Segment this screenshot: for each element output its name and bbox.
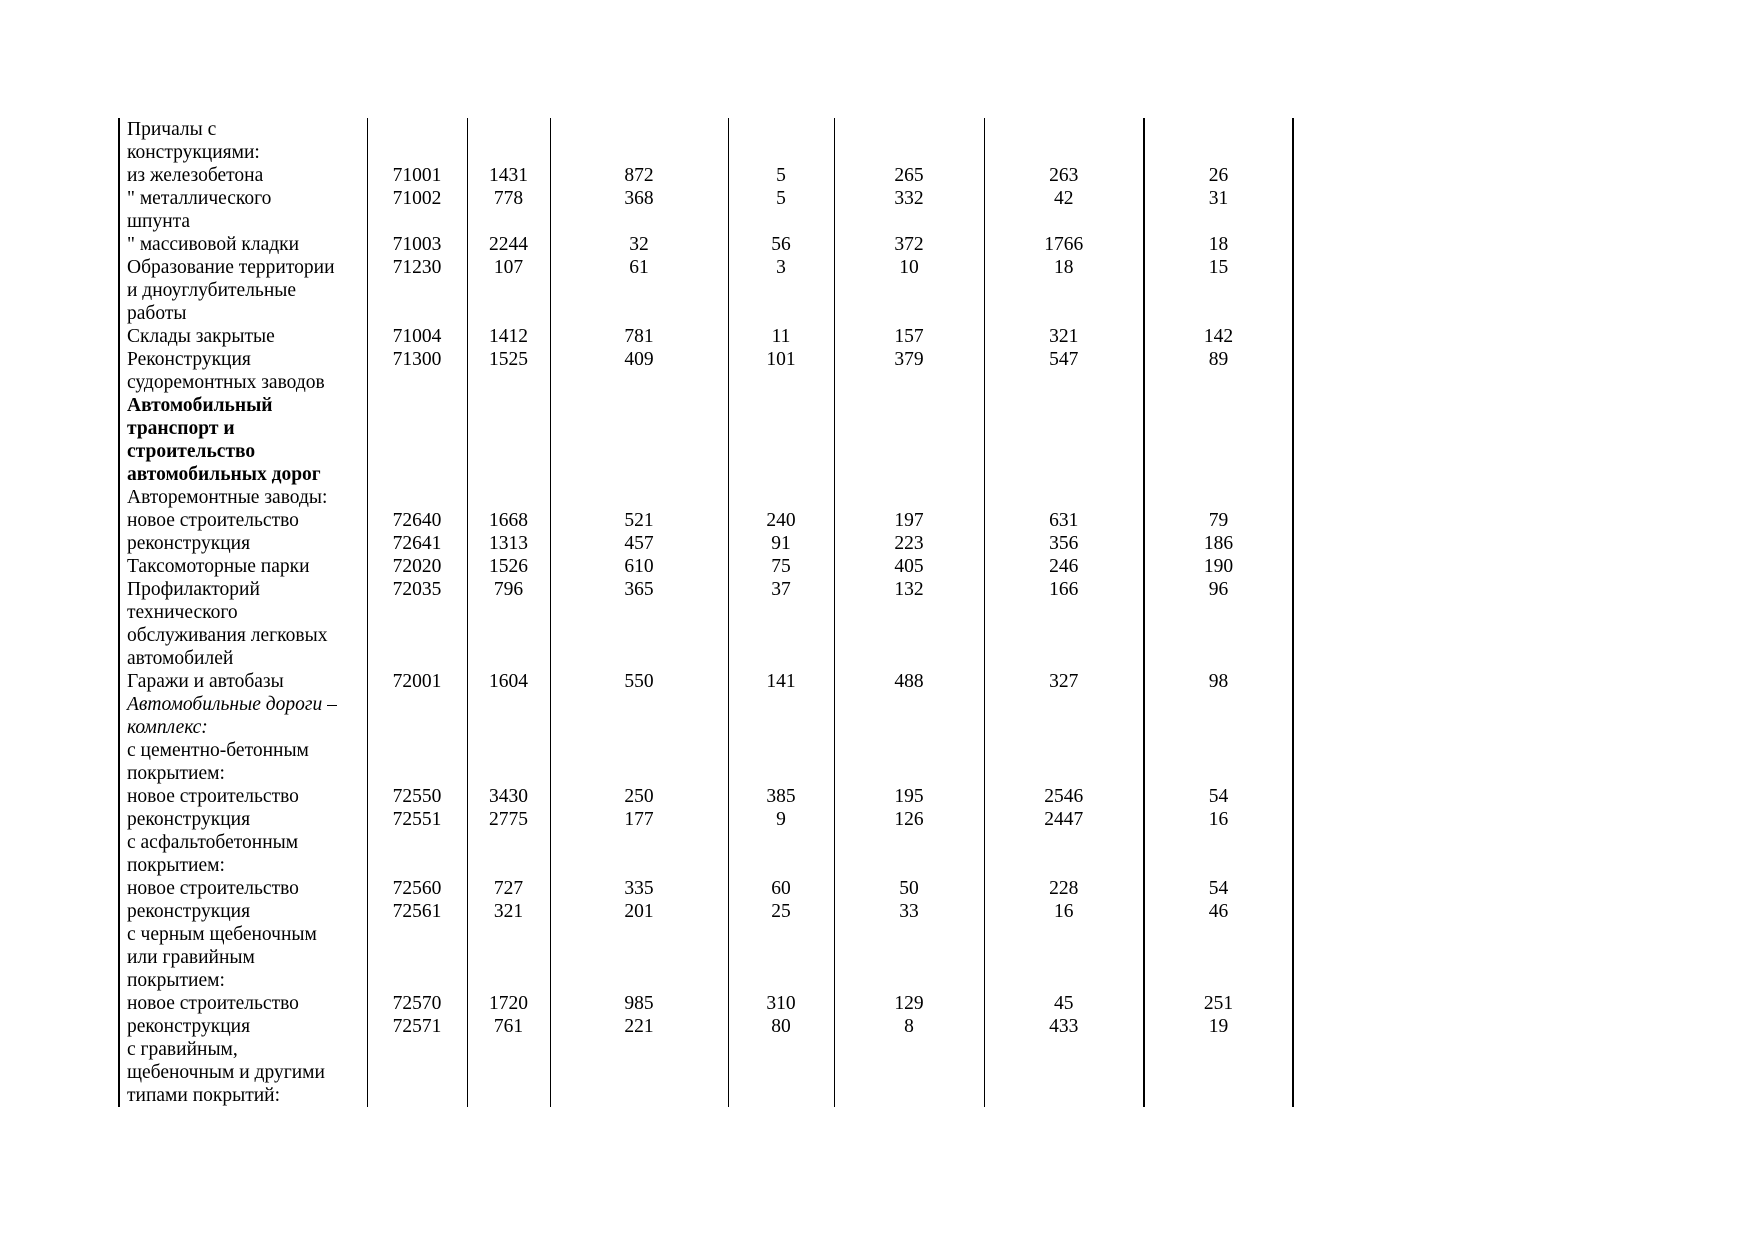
value-cell: 872 xyxy=(550,164,728,187)
value-cell xyxy=(1144,1038,1293,1107)
value-cell xyxy=(367,693,467,739)
value-cell: 98 xyxy=(1144,670,1293,693)
row-label-line: технического xyxy=(127,602,238,623)
table-row xyxy=(119,394,1293,486)
value-cell xyxy=(367,394,467,486)
value-cell xyxy=(984,118,1144,164)
value-cell xyxy=(1144,394,1293,486)
value-cell xyxy=(834,693,984,739)
value-cell: 142 xyxy=(1144,325,1293,348)
value-cell: 16 xyxy=(1144,808,1293,831)
value-cell: 365 xyxy=(550,578,728,670)
row-label-line: Авторемонтные заводы: xyxy=(127,487,328,508)
value-cell: 71001 xyxy=(367,164,467,187)
row-label xyxy=(119,785,367,808)
value-cell: 75 xyxy=(728,555,834,578)
row-label-line: с гравийным, xyxy=(127,1039,238,1060)
value-cell xyxy=(1144,118,1293,164)
value-cell: 221 xyxy=(550,1015,728,1038)
table-row xyxy=(119,187,1293,210)
row-label-line: покрытием: xyxy=(127,855,225,876)
value-cell xyxy=(367,923,467,992)
row-label xyxy=(119,233,367,256)
value-cell: 332 xyxy=(834,187,984,210)
row-label-line: из железобетона xyxy=(127,165,264,186)
table-row xyxy=(119,693,1293,739)
table-row xyxy=(119,923,1293,992)
value-cell: 46 xyxy=(1144,900,1293,923)
value-cell: 985 xyxy=(550,992,728,1015)
value-cell: 195 xyxy=(834,785,984,808)
value-cell: 19 xyxy=(1144,1015,1293,1038)
value-cell: 72640 xyxy=(367,509,467,532)
value-cell xyxy=(984,923,1144,992)
value-cell: 9 xyxy=(728,808,834,831)
value-cell: 89 xyxy=(1144,348,1293,394)
row-label-line: Автомобильный xyxy=(127,395,273,416)
value-cell: 31 xyxy=(1144,187,1293,210)
table-row xyxy=(119,486,1293,509)
value-cell: 1604 xyxy=(467,670,550,693)
value-cell: 409 xyxy=(550,348,728,394)
value-cell xyxy=(367,118,467,164)
table-row xyxy=(119,555,1293,578)
value-cell xyxy=(467,739,550,785)
value-cell xyxy=(467,1038,550,1107)
value-cell xyxy=(467,118,550,164)
value-cell: 1525 xyxy=(467,348,550,394)
value-cell: 5 xyxy=(728,187,834,210)
row-label-line: работы xyxy=(127,303,187,324)
value-cell: 18 xyxy=(984,256,1144,325)
value-cell: 265 xyxy=(834,164,984,187)
row-label-line: Причалы с xyxy=(127,119,217,140)
value-cell: 61 xyxy=(550,256,728,325)
value-cell: 240 xyxy=(728,509,834,532)
row-label-line: обслуживания легковых xyxy=(127,625,328,646)
value-cell: 72641 xyxy=(367,532,467,555)
row-label-line: типами покрытий: xyxy=(127,1085,281,1106)
value-cell xyxy=(834,486,984,509)
value-cell: 547 xyxy=(984,348,1144,394)
value-cell: 54 xyxy=(1144,877,1293,900)
table-row xyxy=(119,808,1293,831)
value-cell: 1431 xyxy=(467,164,550,187)
value-cell: 91 xyxy=(728,532,834,555)
value-cell: 796 xyxy=(467,578,550,670)
value-cell xyxy=(367,210,467,233)
value-cell: 72571 xyxy=(367,1015,467,1038)
table-row xyxy=(119,877,1293,900)
value-cell: 250 xyxy=(550,785,728,808)
value-cell xyxy=(367,739,467,785)
value-cell: 379 xyxy=(834,348,984,394)
value-cell xyxy=(1144,739,1293,785)
value-cell: 141 xyxy=(728,670,834,693)
value-cell: 96 xyxy=(1144,578,1293,670)
value-cell: 223 xyxy=(834,532,984,555)
value-cell: 3 xyxy=(728,256,834,325)
value-cell xyxy=(467,210,550,233)
value-cell xyxy=(467,394,550,486)
value-cell: 54 xyxy=(1144,785,1293,808)
row-label-line: автомобильных дорог xyxy=(127,464,321,485)
table-row xyxy=(119,900,1293,923)
value-cell: 5 xyxy=(728,164,834,187)
table-row xyxy=(119,325,1293,348)
value-cell xyxy=(834,831,984,877)
value-cell xyxy=(728,693,834,739)
value-cell xyxy=(984,394,1144,486)
value-cell: 368 xyxy=(550,187,728,210)
value-cell: 2546 xyxy=(984,785,1144,808)
value-cell: 56 xyxy=(728,233,834,256)
value-cell: 25 xyxy=(728,900,834,923)
value-cell xyxy=(550,831,728,877)
value-cell: 1412 xyxy=(467,325,550,348)
value-cell: 71004 xyxy=(367,325,467,348)
table-row xyxy=(119,348,1293,394)
value-cell: 107 xyxy=(467,256,550,325)
value-cell: 72561 xyxy=(367,900,467,923)
row-label xyxy=(119,325,367,348)
value-cell xyxy=(728,210,834,233)
row-label-line: новое строительство xyxy=(127,786,299,807)
value-cell: 8 xyxy=(834,1015,984,1038)
row-label-line: покрытием: xyxy=(127,763,225,784)
value-cell xyxy=(834,118,984,164)
row-label-line: реконструкция xyxy=(127,1016,251,1037)
value-cell xyxy=(728,486,834,509)
value-cell: 71003 xyxy=(367,233,467,256)
value-cell: 335 xyxy=(550,877,728,900)
value-cell: 457 xyxy=(550,532,728,555)
row-label-line: Таксомоторные парки xyxy=(127,556,310,577)
table-row xyxy=(119,509,1293,532)
value-cell: 201 xyxy=(550,900,728,923)
row-label xyxy=(119,348,367,394)
value-cell: 72035 xyxy=(367,578,467,670)
value-cell xyxy=(984,1038,1144,1107)
row-label-line: с цементно-бетонным xyxy=(127,740,309,761)
value-cell xyxy=(834,1038,984,1107)
value-cell: 1668 xyxy=(467,509,550,532)
value-cell: 101 xyxy=(728,348,834,394)
row-label-line: " металлического xyxy=(127,188,272,209)
value-cell: 781 xyxy=(550,325,728,348)
value-cell xyxy=(367,486,467,509)
row-label-line: Гаражи и автобазы xyxy=(127,671,284,692)
value-cell: 72020 xyxy=(367,555,467,578)
row-label-line: строительство xyxy=(127,441,256,462)
value-cell xyxy=(550,118,728,164)
value-cell: 71300 xyxy=(367,348,467,394)
value-cell xyxy=(728,831,834,877)
row-label-line: новое строительство xyxy=(127,510,299,531)
value-cell: 310 xyxy=(728,992,834,1015)
table-row xyxy=(119,118,1293,164)
value-cell xyxy=(1144,923,1293,992)
value-cell: 1526 xyxy=(467,555,550,578)
value-cell: 1720 xyxy=(467,992,550,1015)
value-cell: 72560 xyxy=(367,877,467,900)
row-label-line: Образование территории xyxy=(127,257,335,278)
row-label xyxy=(119,509,367,532)
value-cell xyxy=(550,394,728,486)
value-cell: 126 xyxy=(834,808,984,831)
value-cell: 2447 xyxy=(984,808,1144,831)
row-label xyxy=(119,992,367,1015)
row-label xyxy=(119,1038,367,1107)
row-label xyxy=(119,532,367,555)
value-cell: 197 xyxy=(834,509,984,532)
value-cell xyxy=(367,831,467,877)
value-cell: 71002 xyxy=(367,187,467,210)
value-cell xyxy=(550,486,728,509)
value-cell xyxy=(550,739,728,785)
value-cell xyxy=(550,1038,728,1107)
table-body xyxy=(119,118,1293,1107)
value-cell: 72551 xyxy=(367,808,467,831)
value-cell: 321 xyxy=(984,325,1144,348)
row-label-line: с черным щебеночным xyxy=(127,924,317,945)
row-label xyxy=(119,808,367,831)
value-cell xyxy=(367,1038,467,1107)
row-label xyxy=(119,187,367,210)
value-cell: 372 xyxy=(834,233,984,256)
row-label xyxy=(119,578,367,670)
row-label-line: конструкциями: xyxy=(127,142,260,163)
row-label-line: транспорт и xyxy=(127,418,235,439)
row-label-line: реконструкция xyxy=(127,901,251,922)
value-cell: 10 xyxy=(834,256,984,325)
table-row xyxy=(119,1015,1293,1038)
row-label xyxy=(119,118,367,164)
row-label xyxy=(119,210,367,233)
row-label-line: или гравийным xyxy=(127,947,255,968)
value-cell xyxy=(467,693,550,739)
table-row xyxy=(119,831,1293,877)
value-cell: 32 xyxy=(550,233,728,256)
row-label xyxy=(119,900,367,923)
row-label xyxy=(119,670,367,693)
row-label-line: с асфальтобетонным xyxy=(127,832,299,853)
value-cell: 263 xyxy=(984,164,1144,187)
row-label xyxy=(119,923,367,992)
table-row xyxy=(119,1038,1293,1107)
row-label xyxy=(119,1015,367,1038)
value-cell xyxy=(984,831,1144,877)
value-cell: 80 xyxy=(728,1015,834,1038)
table-row xyxy=(119,578,1293,670)
row-label-line: покрытием: xyxy=(127,970,225,991)
row-label-line: реконструкция xyxy=(127,533,251,554)
value-cell xyxy=(728,118,834,164)
row-label xyxy=(119,831,367,877)
row-label xyxy=(119,394,367,486)
value-cell: 60 xyxy=(728,877,834,900)
value-cell xyxy=(467,923,550,992)
row-label xyxy=(119,486,367,509)
row-label xyxy=(119,256,367,325)
value-cell: 177 xyxy=(550,808,728,831)
value-cell xyxy=(728,739,834,785)
row-label-line: Профилакторий xyxy=(127,579,260,600)
value-cell: 488 xyxy=(834,670,984,693)
value-cell: 15 xyxy=(1144,256,1293,325)
row-label xyxy=(119,739,367,785)
table-row xyxy=(119,210,1293,233)
value-cell: 3430 xyxy=(467,785,550,808)
value-cell: 18 xyxy=(1144,233,1293,256)
value-cell xyxy=(1144,831,1293,877)
row-label-line: " массивовой кладки xyxy=(127,234,300,255)
value-cell xyxy=(550,693,728,739)
row-label-line: и дноуглубительные xyxy=(127,280,297,301)
table-row xyxy=(119,992,1293,1015)
value-cell: 2775 xyxy=(467,808,550,831)
value-cell xyxy=(984,693,1144,739)
value-cell: 727 xyxy=(467,877,550,900)
value-cell: 16 xyxy=(984,900,1144,923)
value-cell: 251 xyxy=(1144,992,1293,1015)
value-cell: 132 xyxy=(834,578,984,670)
value-cell: 631 xyxy=(984,509,1144,532)
row-label-line: судоремонтных заводов xyxy=(127,372,325,393)
table-row xyxy=(119,164,1293,187)
row-label-line: шпунта xyxy=(127,211,191,232)
value-cell: 26 xyxy=(1144,164,1293,187)
row-label-line: новое строительство xyxy=(127,993,299,1014)
value-cell xyxy=(467,831,550,877)
value-cell: 72550 xyxy=(367,785,467,808)
value-cell xyxy=(834,394,984,486)
value-cell: 321 xyxy=(467,900,550,923)
value-cell: 157 xyxy=(834,325,984,348)
value-cell: 550 xyxy=(550,670,728,693)
value-cell xyxy=(834,923,984,992)
table-row xyxy=(119,670,1293,693)
table-row xyxy=(119,785,1293,808)
value-cell xyxy=(728,1038,834,1107)
value-cell: 778 xyxy=(467,187,550,210)
value-cell: 1313 xyxy=(467,532,550,555)
value-cell xyxy=(728,923,834,992)
value-cell: 72001 xyxy=(367,670,467,693)
value-cell: 186 xyxy=(1144,532,1293,555)
value-cell: 71230 xyxy=(367,256,467,325)
value-cell xyxy=(984,739,1144,785)
value-cell: 42 xyxy=(984,187,1144,210)
value-cell xyxy=(1144,486,1293,509)
value-cell: 1766 xyxy=(984,233,1144,256)
value-cell: 33 xyxy=(834,900,984,923)
value-cell: 11 xyxy=(728,325,834,348)
value-cell: 129 xyxy=(834,992,984,1015)
table-row xyxy=(119,739,1293,785)
value-cell xyxy=(550,923,728,992)
value-cell xyxy=(1144,693,1293,739)
row-label-line: новое строительство xyxy=(127,878,299,899)
value-cell: 433 xyxy=(984,1015,1144,1038)
value-cell: 327 xyxy=(984,670,1144,693)
value-cell: 521 xyxy=(550,509,728,532)
value-cell xyxy=(728,394,834,486)
value-cell: 166 xyxy=(984,578,1144,670)
row-label-line: автомобилей xyxy=(127,648,234,669)
value-cell: 2244 xyxy=(467,233,550,256)
value-cell: 79 xyxy=(1144,509,1293,532)
row-label-line: щебеночным и другими xyxy=(127,1062,325,1083)
row-label-line: Автомобильные дороги – xyxy=(127,694,337,715)
value-cell xyxy=(1144,210,1293,233)
row-label xyxy=(119,877,367,900)
value-cell: 37 xyxy=(728,578,834,670)
row-label xyxy=(119,693,367,739)
row-label xyxy=(119,555,367,578)
value-cell xyxy=(834,210,984,233)
value-cell: 45 xyxy=(984,992,1144,1015)
row-label xyxy=(119,164,367,187)
value-cell: 246 xyxy=(984,555,1144,578)
value-cell: 610 xyxy=(550,555,728,578)
row-label-line: Реконструкция xyxy=(127,349,251,370)
value-cell: 385 xyxy=(728,785,834,808)
value-cell xyxy=(467,486,550,509)
value-cell xyxy=(984,486,1144,509)
table-row xyxy=(119,233,1293,256)
data-table xyxy=(118,118,1294,1107)
value-cell: 356 xyxy=(984,532,1144,555)
value-cell: 228 xyxy=(984,877,1144,900)
row-label-line: Склады закрытые xyxy=(127,326,275,347)
value-cell: 190 xyxy=(1144,555,1293,578)
table-row xyxy=(119,532,1293,555)
value-cell: 72570 xyxy=(367,992,467,1015)
value-cell xyxy=(834,739,984,785)
value-cell: 50 xyxy=(834,877,984,900)
value-cell xyxy=(550,210,728,233)
row-label-line: реконструкция xyxy=(127,809,251,830)
value-cell: 405 xyxy=(834,555,984,578)
value-cell: 761 xyxy=(467,1015,550,1038)
row-label-line: комплекс: xyxy=(127,717,208,738)
table-row xyxy=(119,256,1293,325)
value-cell xyxy=(984,210,1144,233)
